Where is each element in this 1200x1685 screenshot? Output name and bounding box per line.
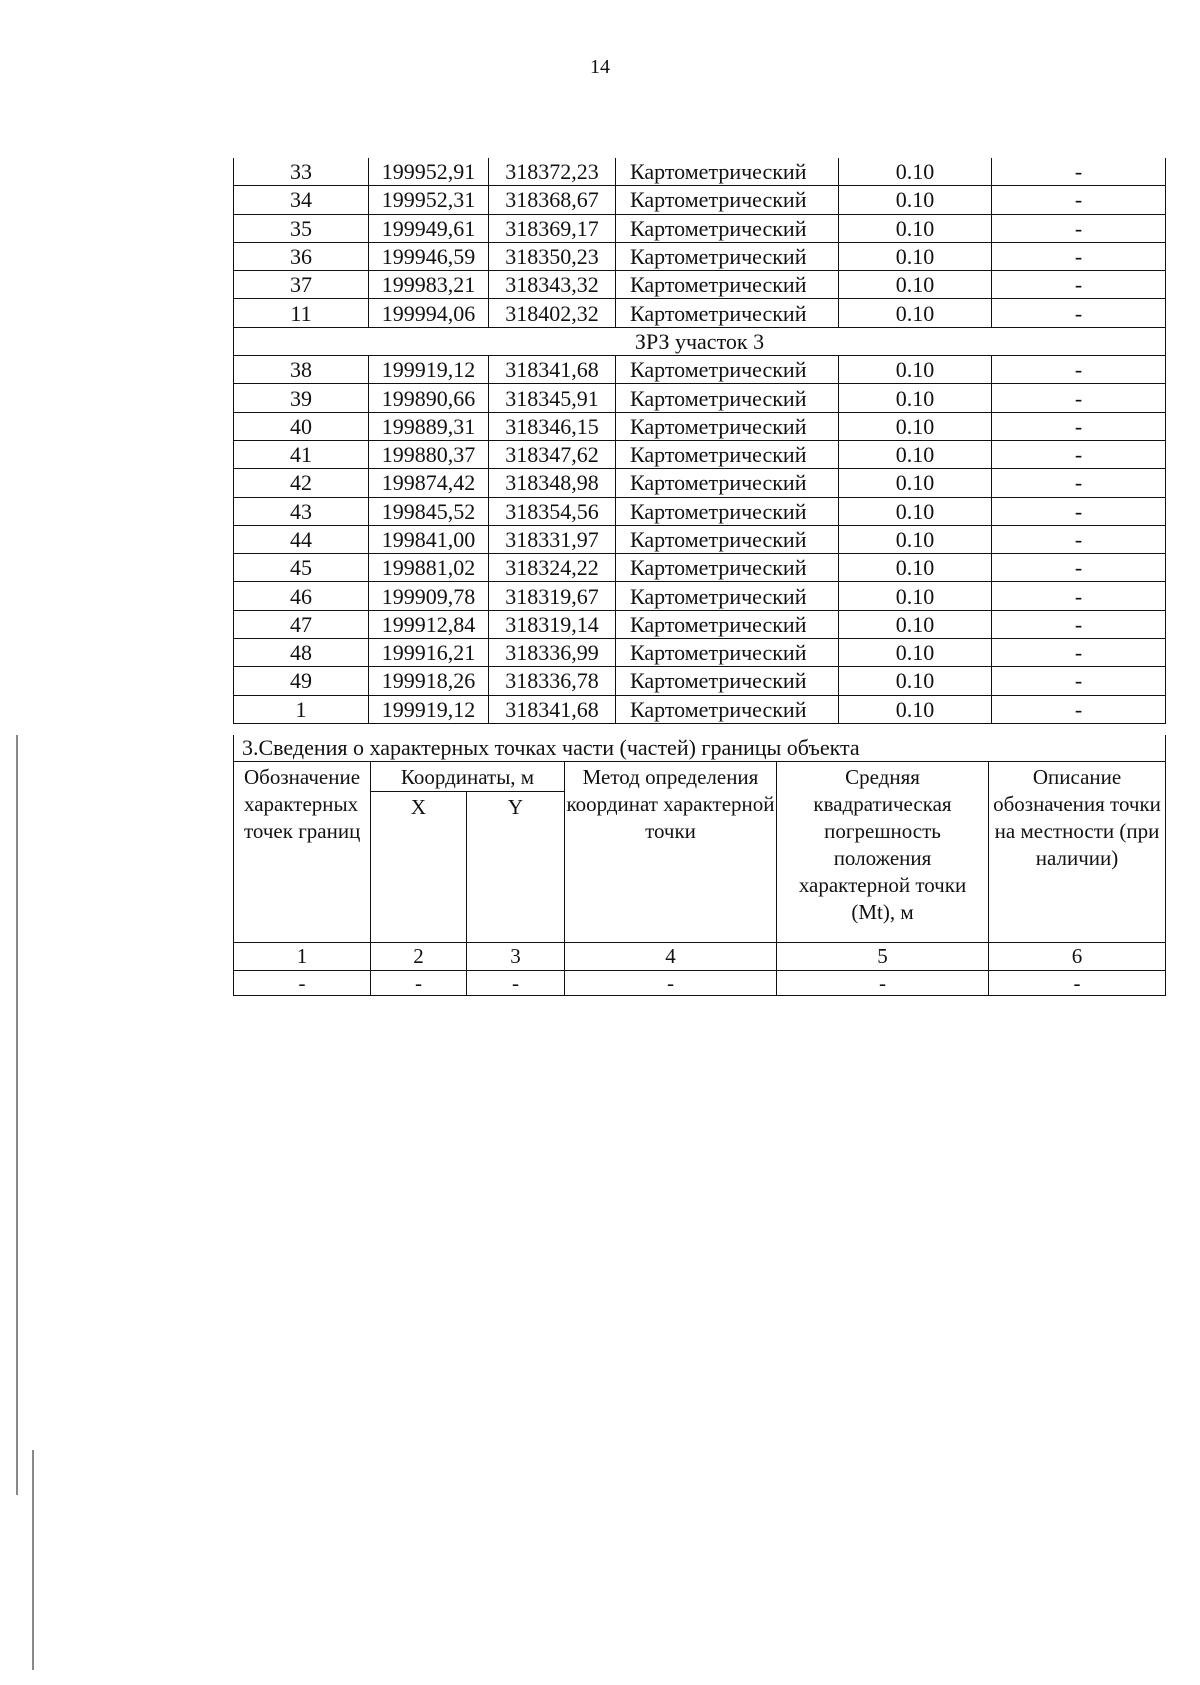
cell-description: -: [992, 271, 1166, 299]
cell-coord-x: 199880,37: [369, 440, 489, 468]
cell-coord-y: 318324,22: [489, 554, 616, 582]
cell-description: -: [992, 497, 1166, 525]
table-row: [234, 582, 1166, 610]
cell-method: Картометрический: [616, 158, 839, 186]
cell-accuracy: 0.10: [839, 582, 992, 610]
table-row: [234, 384, 1166, 412]
table-row: [234, 214, 1166, 242]
cell-coord-x: 199916,21: [369, 639, 489, 667]
header-method: Метод определения координат характерной точки: [565, 762, 777, 943]
table-row: [234, 525, 1166, 553]
cell-description: -: [992, 356, 1166, 384]
cell-method: Картометрический: [616, 299, 839, 327]
cell-point-number: 49: [234, 667, 369, 695]
cell-accuracy: 0.10: [839, 299, 992, 327]
cell-coord-x: 199994,06: [369, 299, 489, 327]
cell-accuracy: 0.10: [839, 186, 992, 214]
cell-method: Картометрический: [616, 695, 839, 723]
cell-method: Картометрический: [616, 610, 839, 638]
cell-point-number: 1: [234, 695, 369, 723]
cell-method: Картометрический: [616, 497, 839, 525]
cell-coord-y: 318402,32: [489, 299, 616, 327]
cell-description: -: [992, 525, 1166, 553]
cell-point-number: 34: [234, 186, 369, 214]
cell-coord-y: 318347,62: [489, 440, 616, 468]
cell-accuracy: 0.10: [839, 158, 992, 186]
header-x: X: [371, 792, 467, 943]
cell-method: Картометрический: [616, 667, 839, 695]
empty-data-row: [234, 971, 1166, 996]
cell-coord-y: 318345,91: [489, 384, 616, 412]
table-row: [234, 554, 1166, 582]
scan-edge-line: [16, 735, 18, 1495]
cell-accuracy: 0.10: [839, 497, 992, 525]
cell-method: Картометрический: [616, 412, 839, 440]
cell-accuracy: 0.10: [839, 412, 992, 440]
cell-method: Картометрический: [616, 525, 839, 553]
cell-description: -: [992, 299, 1166, 327]
cell-point-number: 41: [234, 440, 369, 468]
cell-point-number: 35: [234, 214, 369, 242]
cell-point-number: 36: [234, 242, 369, 270]
cell-dash: -: [989, 971, 1166, 996]
header-error: Средняя квадратическая погрешность положения характерной точки (Mt), м: [777, 762, 989, 943]
cell-description: -: [992, 469, 1166, 497]
cell-method: Картометрический: [616, 440, 839, 468]
table-row: [234, 186, 1166, 214]
cell-point-number: 43: [234, 497, 369, 525]
cell-point-number: 38: [234, 356, 369, 384]
cell-coord-x: 199845,52: [369, 497, 489, 525]
cell-coord-x: 199841,00: [369, 525, 489, 553]
cell-method: Картометрический: [616, 271, 839, 299]
scan-edge-line: [32, 1450, 34, 1670]
cell-accuracy: 0.10: [839, 554, 992, 582]
cell-method: Картометрический: [616, 242, 839, 270]
cell-dash: -: [565, 971, 777, 996]
cell-coord-x: 199919,12: [369, 356, 489, 384]
cell-coord-y: 318336,78: [489, 667, 616, 695]
cell-coord-y: 318369,17: [489, 214, 616, 242]
cell-coord-y: 318319,14: [489, 610, 616, 638]
cell-coord-y: 318336,99: [489, 639, 616, 667]
cell-coord-x: 199881,02: [369, 554, 489, 582]
table-row: [234, 610, 1166, 638]
cell-description: -: [992, 384, 1166, 412]
cell-method: Картометрический: [616, 186, 839, 214]
cell-coord-x: 199946,59: [369, 242, 489, 270]
cell-point-number: 48: [234, 639, 369, 667]
cell-description: -: [992, 412, 1166, 440]
table-row: [234, 271, 1166, 299]
cell-point-number: 46: [234, 582, 369, 610]
cell-dash: -: [467, 971, 565, 996]
cell-point-number: 40: [234, 412, 369, 440]
table-row: [234, 695, 1166, 723]
cell-point-number: 11: [234, 299, 369, 327]
cell-accuracy: 0.10: [839, 214, 992, 242]
cell-coord-y: 318341,68: [489, 695, 616, 723]
cell-dash: -: [234, 971, 371, 996]
cell-description: -: [992, 186, 1166, 214]
cell-coord-x: 199983,21: [369, 271, 489, 299]
table-row: [234, 242, 1166, 270]
column-number: 4: [565, 943, 777, 971]
cell-point-number: 42: [234, 469, 369, 497]
table-row: [234, 412, 1166, 440]
cell-accuracy: 0.10: [839, 356, 992, 384]
table-row: [234, 667, 1166, 695]
column-number: 1: [234, 943, 371, 971]
cell-point-number: 47: [234, 610, 369, 638]
cell-coord-x: 199890,66: [369, 384, 489, 412]
cell-coord-y: 318341,68: [489, 356, 616, 384]
cell-coord-x: 199919,12: [369, 695, 489, 723]
cell-coord-y: 318372,23: [489, 158, 616, 186]
cell-accuracy: 0.10: [839, 610, 992, 638]
cell-method: Картометрический: [616, 639, 839, 667]
cell-dash: -: [371, 971, 467, 996]
cell-point-number: 37: [234, 271, 369, 299]
cell-coord-x: 199952,91: [369, 158, 489, 186]
cell-description: -: [992, 440, 1166, 468]
table-row: [234, 356, 1166, 384]
cell-description: -: [992, 695, 1166, 723]
cell-description: -: [992, 158, 1166, 186]
cell-coord-y: 318343,32: [489, 271, 616, 299]
column-number: 3: [467, 943, 565, 971]
cell-accuracy: 0.10: [839, 639, 992, 667]
cell-accuracy: 0.10: [839, 271, 992, 299]
header-coordinates: Координаты, м: [371, 762, 565, 792]
header-point-designation: Обозначение характерных точек границ: [234, 762, 371, 943]
table-row: [234, 158, 1166, 186]
column-number: 5: [777, 943, 989, 971]
column-number: 6: [989, 943, 1166, 971]
cell-coord-y: 318331,97: [489, 525, 616, 553]
table-row: [234, 497, 1166, 525]
cell-description: -: [992, 214, 1166, 242]
cell-coord-y: 318319,67: [489, 582, 616, 610]
table-row: [234, 440, 1166, 468]
cell-coord-x: 199889,31: [369, 412, 489, 440]
cell-coord-y: 318350,23: [489, 242, 616, 270]
cell-point-number: 33: [234, 158, 369, 186]
table-row: [234, 469, 1166, 497]
cell-point-number: 45: [234, 554, 369, 582]
section-row: [234, 327, 1166, 355]
cell-accuracy: 0.10: [839, 525, 992, 553]
cell-accuracy: 0.10: [839, 667, 992, 695]
cell-description: -: [992, 554, 1166, 582]
cell-coord-y: 318368,67: [489, 186, 616, 214]
cell-accuracy: 0.10: [839, 440, 992, 468]
cell-coord-y: 318346,15: [489, 412, 616, 440]
cell-description: -: [992, 582, 1166, 610]
section-title: ЗРЗ участок 3: [234, 327, 1166, 355]
cell-method: Картометрический: [616, 356, 839, 384]
cell-accuracy: 0.10: [839, 384, 992, 412]
cell-coord-y: 318348,98: [489, 469, 616, 497]
table-caption: 3.Сведения о характерных точках части (частей) границы объекта: [234, 735, 1166, 762]
cell-coord-x: 199952,31: [369, 186, 489, 214]
cell-point-number: 44: [234, 525, 369, 553]
cell-method: Картометрический: [616, 384, 839, 412]
cell-description: -: [992, 639, 1166, 667]
cell-accuracy: 0.10: [839, 695, 992, 723]
column-number-row: [234, 943, 1166, 971]
cell-accuracy: 0.10: [839, 469, 992, 497]
table-row: [234, 639, 1166, 667]
cell-description: -: [992, 242, 1166, 270]
cell-accuracy: 0.10: [839, 242, 992, 270]
cell-method: Картометрический: [616, 582, 839, 610]
part-boundary-table: [233, 735, 1166, 996]
cell-dash: -: [777, 971, 989, 996]
column-number: 2: [371, 943, 467, 971]
cell-method: Картометрический: [616, 214, 839, 242]
cell-description: -: [992, 667, 1166, 695]
cell-coord-x: 199912,84: [369, 610, 489, 638]
header-y: Y: [467, 792, 565, 943]
table-row: [234, 299, 1166, 327]
cell-method: Картометрический: [616, 554, 839, 582]
cell-coord-x: 199874,42: [369, 469, 489, 497]
page-number: 14: [590, 56, 610, 78]
header-description: Описание обозначения точки на местности (при наличии): [989, 762, 1166, 943]
cell-coord-x: 199909,78: [369, 582, 489, 610]
cell-coord-x: 199949,61: [369, 214, 489, 242]
coordinates-table: [233, 158, 1166, 724]
cell-coord-y: 318354,56: [489, 497, 616, 525]
cell-point-number: 39: [234, 384, 369, 412]
cell-method: Картометрический: [616, 469, 839, 497]
cell-description: -: [992, 610, 1166, 638]
cell-coord-x: 199918,26: [369, 667, 489, 695]
